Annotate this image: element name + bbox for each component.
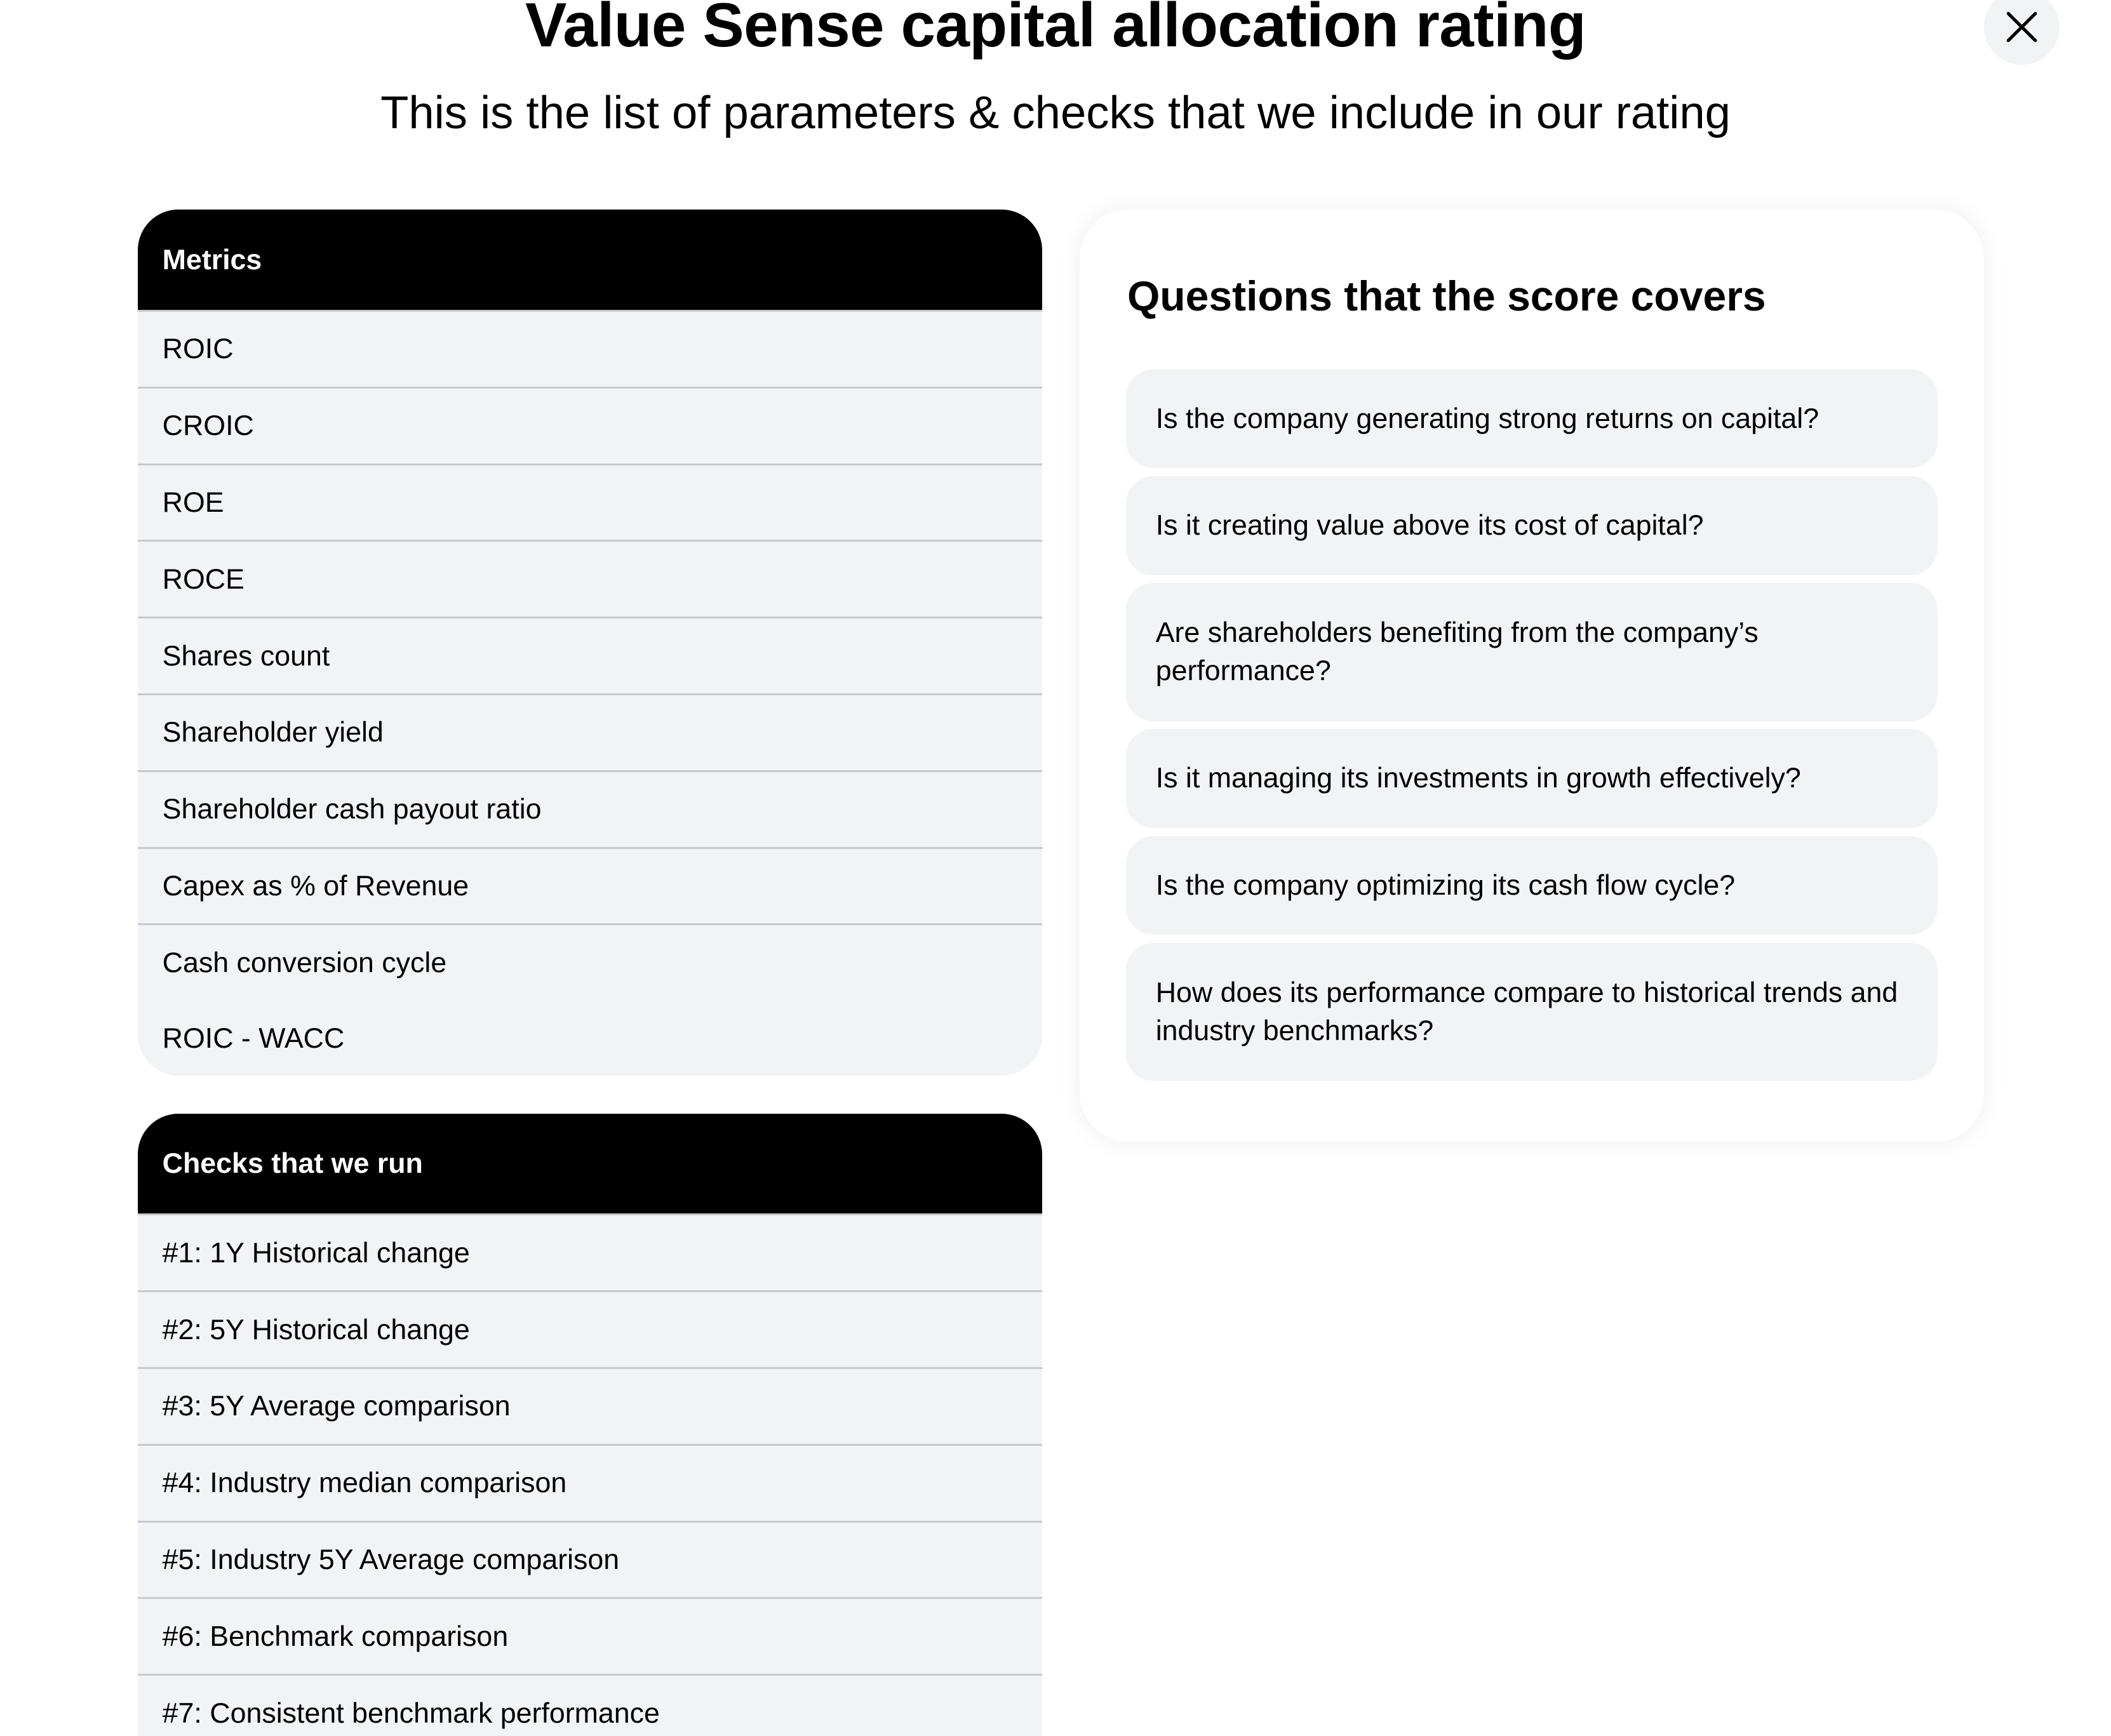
question-item: Are shareholders benefiting from the company’s performance? — [1126, 583, 1938, 721]
question-item: Is the company optimizing its cash flow cycle? — [1126, 836, 1938, 935]
check-row: #4: Industry median comparison — [138, 1444, 1042, 1521]
modal-subtitle: This is the list of parameters & checks that we include in our rating — [380, 87, 1731, 139]
metric-row: ROCE — [138, 540, 1042, 617]
metric-row: Shares count — [138, 617, 1042, 693]
check-row: #7: Consistent benchmark performance — [138, 1674, 1042, 1736]
questions-card — [1080, 210, 1983, 1142]
questions-heading: Questions that the score covers — [1127, 272, 1766, 320]
question-item: How does its performance compare to historical trends and industry benchmarks? — [1126, 943, 1938, 1081]
metric-row: ROIC — [138, 310, 1042, 387]
metric-row: Shareholder cash payout ratio — [138, 770, 1042, 847]
metric-row: Shareholder yield — [138, 693, 1042, 770]
check-row: #6: Benchmark comparison — [138, 1597, 1042, 1674]
questions-list — [1126, 370, 1938, 1090]
check-row: #1: 1Y Historical change — [138, 1213, 1042, 1290]
question-item: Is the company generating strong returns on capital? — [1126, 370, 1938, 469]
checks-table — [138, 1114, 1042, 1736]
question-item: Is it creating value above its cost of capital? — [1126, 476, 1938, 575]
check-row: #2: 5Y Historical change — [138, 1290, 1042, 1367]
close-icon — [2006, 11, 2038, 43]
metrics-table — [138, 210, 1042, 1076]
checks-heading: Checks that we run — [138, 1114, 1042, 1214]
metric-row: Cash conversion cycle — [138, 923, 1042, 1000]
metrics-heading: Metrics — [138, 210, 1042, 310]
question-item: Is it managing its investments in growth effectively? — [1126, 729, 1938, 828]
metric-row: ROE — [138, 464, 1042, 540]
check-row: #5: Industry 5Y Average comparison — [138, 1521, 1042, 1598]
metric-row: ROIC - WACC — [162, 1022, 345, 1055]
metric-row: Capex as % of Revenue — [138, 847, 1042, 924]
check-row: #3: 5Y Average comparison — [138, 1367, 1042, 1444]
modal-title: Value Sense capital allocation rating — [525, 0, 1586, 60]
metric-row: CROIC — [138, 387, 1042, 464]
